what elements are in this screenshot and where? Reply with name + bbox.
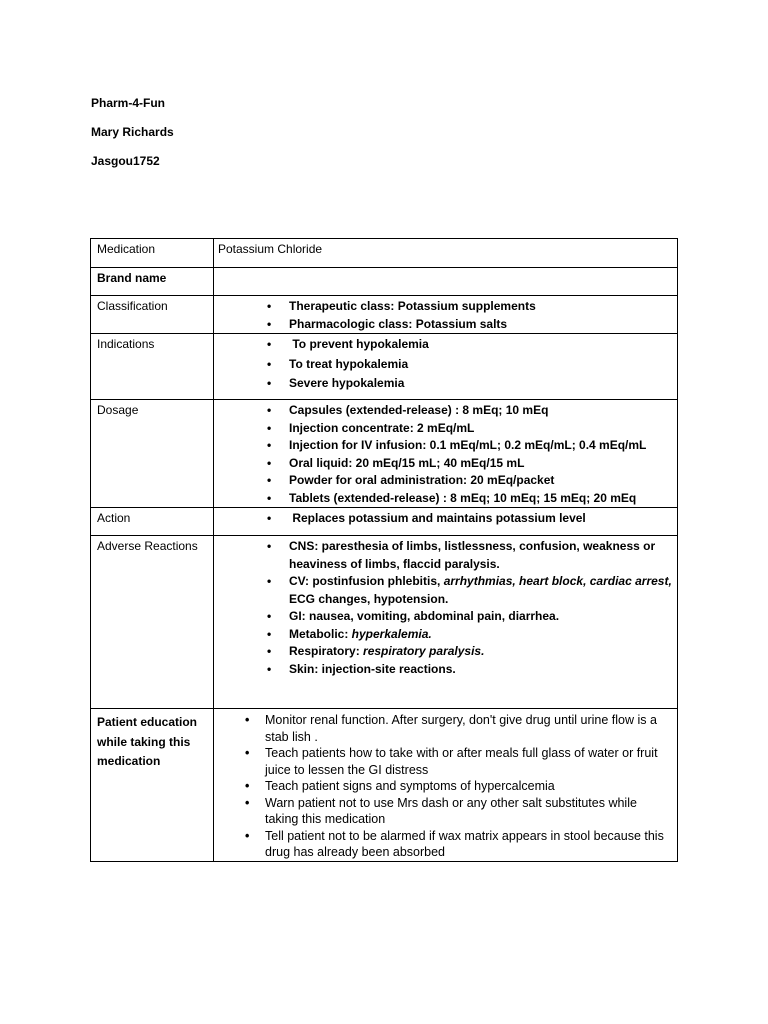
list-item: • Injection for IV infusion: 0.1 mEq/mL; 0.2 mEq/mL; 0.4 mEq/mL (218, 437, 673, 455)
author-id: Jasgou1752 (91, 154, 160, 168)
indications-list (218, 336, 673, 393)
row-classification (91, 296, 678, 334)
row-brand-name (91, 268, 678, 296)
patient-education-value (214, 709, 678, 862)
action-value (214, 508, 678, 536)
list-item: • Tell patient not to be alarmed if wax matrix appears in stool because this drug has already been absorbed (218, 828, 673, 861)
brand-name-label: Brand name (91, 268, 214, 296)
patient-education-label: Patient education while taking this medication (91, 709, 214, 862)
cv-text-1: postinfusion phlebitis, (309, 574, 444, 588)
medication-table (90, 238, 678, 862)
list-item: • Teach patient signs and symptoms of hypercalcemia (218, 778, 673, 795)
cns-text: paresthesia of limbs, listlessness, confusion, weakness or heaviness of limbs, flaccid paralysis. (289, 539, 656, 571)
classification-list (218, 298, 673, 333)
list-item: • Oral liquid: 20 mEq/15 mL; 40 mEq/15 mL (218, 455, 673, 473)
list-item: • Tablets (extended-release) : 8 mEq; 10 mEq; 15 mEq; 20 mEq (218, 490, 673, 508)
list-item: • Capsules (extended-release) : 8 mEq; 10 mEq (218, 402, 673, 420)
respiratory-italic-text: respiratory paralysis. (363, 644, 485, 658)
list-item: • GI: nausea, vomiting, abdominal pain, diarrhea. (218, 608, 673, 626)
action-list (218, 510, 673, 528)
metabolic-italic-text: hyperkalemia. (351, 626, 432, 641)
list-item: • To prevent hypokalemia (218, 336, 673, 354)
cv-italic-text: arrhythmias, heart block, cardiac arrest, (443, 574, 672, 588)
row-medication (91, 239, 678, 268)
list-item: • Warn patient not to use Mrs dash or any other salt substitutes while taking this medication (218, 795, 673, 828)
author-name: Mary Richards (91, 125, 174, 139)
list-item (218, 538, 673, 573)
row-indications (91, 334, 678, 400)
document-header (91, 95, 174, 182)
patient-education-list (218, 712, 673, 861)
indications-value (214, 334, 678, 400)
list-item: • Skin: injection-site reactions. (218, 661, 673, 679)
dosage-value (214, 400, 678, 508)
dosage-label: Dosage (91, 400, 214, 508)
list-item: • Therapeutic class: Potassium supplements (218, 298, 673, 316)
row-action (91, 508, 678, 536)
classification-value (214, 296, 678, 334)
document-title: Pharm-4-Fun (91, 96, 166, 110)
cv-text-2: ECG changes, hypotension. (289, 591, 449, 606)
list-item: • To treat hypokalemia (218, 356, 673, 374)
action-label: Action (91, 508, 214, 536)
list-item: • Severe hypokalemia (218, 375, 673, 393)
row-adverse-reactions (91, 536, 678, 709)
list-item (218, 643, 673, 661)
respiratory-prefix: Respiratory: (289, 644, 364, 658)
cv-prefix: CV: (289, 574, 310, 588)
cns-prefix: CNS: (289, 539, 319, 553)
medication-label: Medication (91, 239, 214, 268)
list-item: • Teach patients how to take with or after meals full glass of water or fruit juice to lessen the GI distress (218, 745, 673, 778)
list-item: • Pharmacologic class: Potassium salts (218, 316, 673, 334)
list-item: • Powder for oral administration: 20 mEq/packet (218, 472, 673, 490)
list-item: • Injection concentrate: 2 mEq/mL (218, 420, 673, 438)
adverse-reactions-label: Adverse Reactions (91, 536, 214, 709)
list-item (218, 626, 673, 644)
metabolic-prefix: Metabolic: (289, 626, 352, 641)
adverse-reactions-value (214, 536, 678, 709)
list-item (218, 573, 673, 608)
row-dosage (91, 400, 678, 508)
list-item: • Monitor renal function. After surgery, don't give drug until urine flow is a stab lish . (218, 712, 673, 745)
row-patient-education (91, 709, 678, 862)
brand-name-value (214, 268, 678, 296)
adverse-reactions-list (218, 538, 673, 678)
medication-value: Potassium Chloride (214, 239, 678, 268)
classification-label: Classification (91, 296, 214, 334)
dosage-list (218, 402, 673, 507)
indications-label: Indications (91, 334, 214, 400)
list-item: • Replaces potassium and maintains potassium level (218, 510, 673, 528)
